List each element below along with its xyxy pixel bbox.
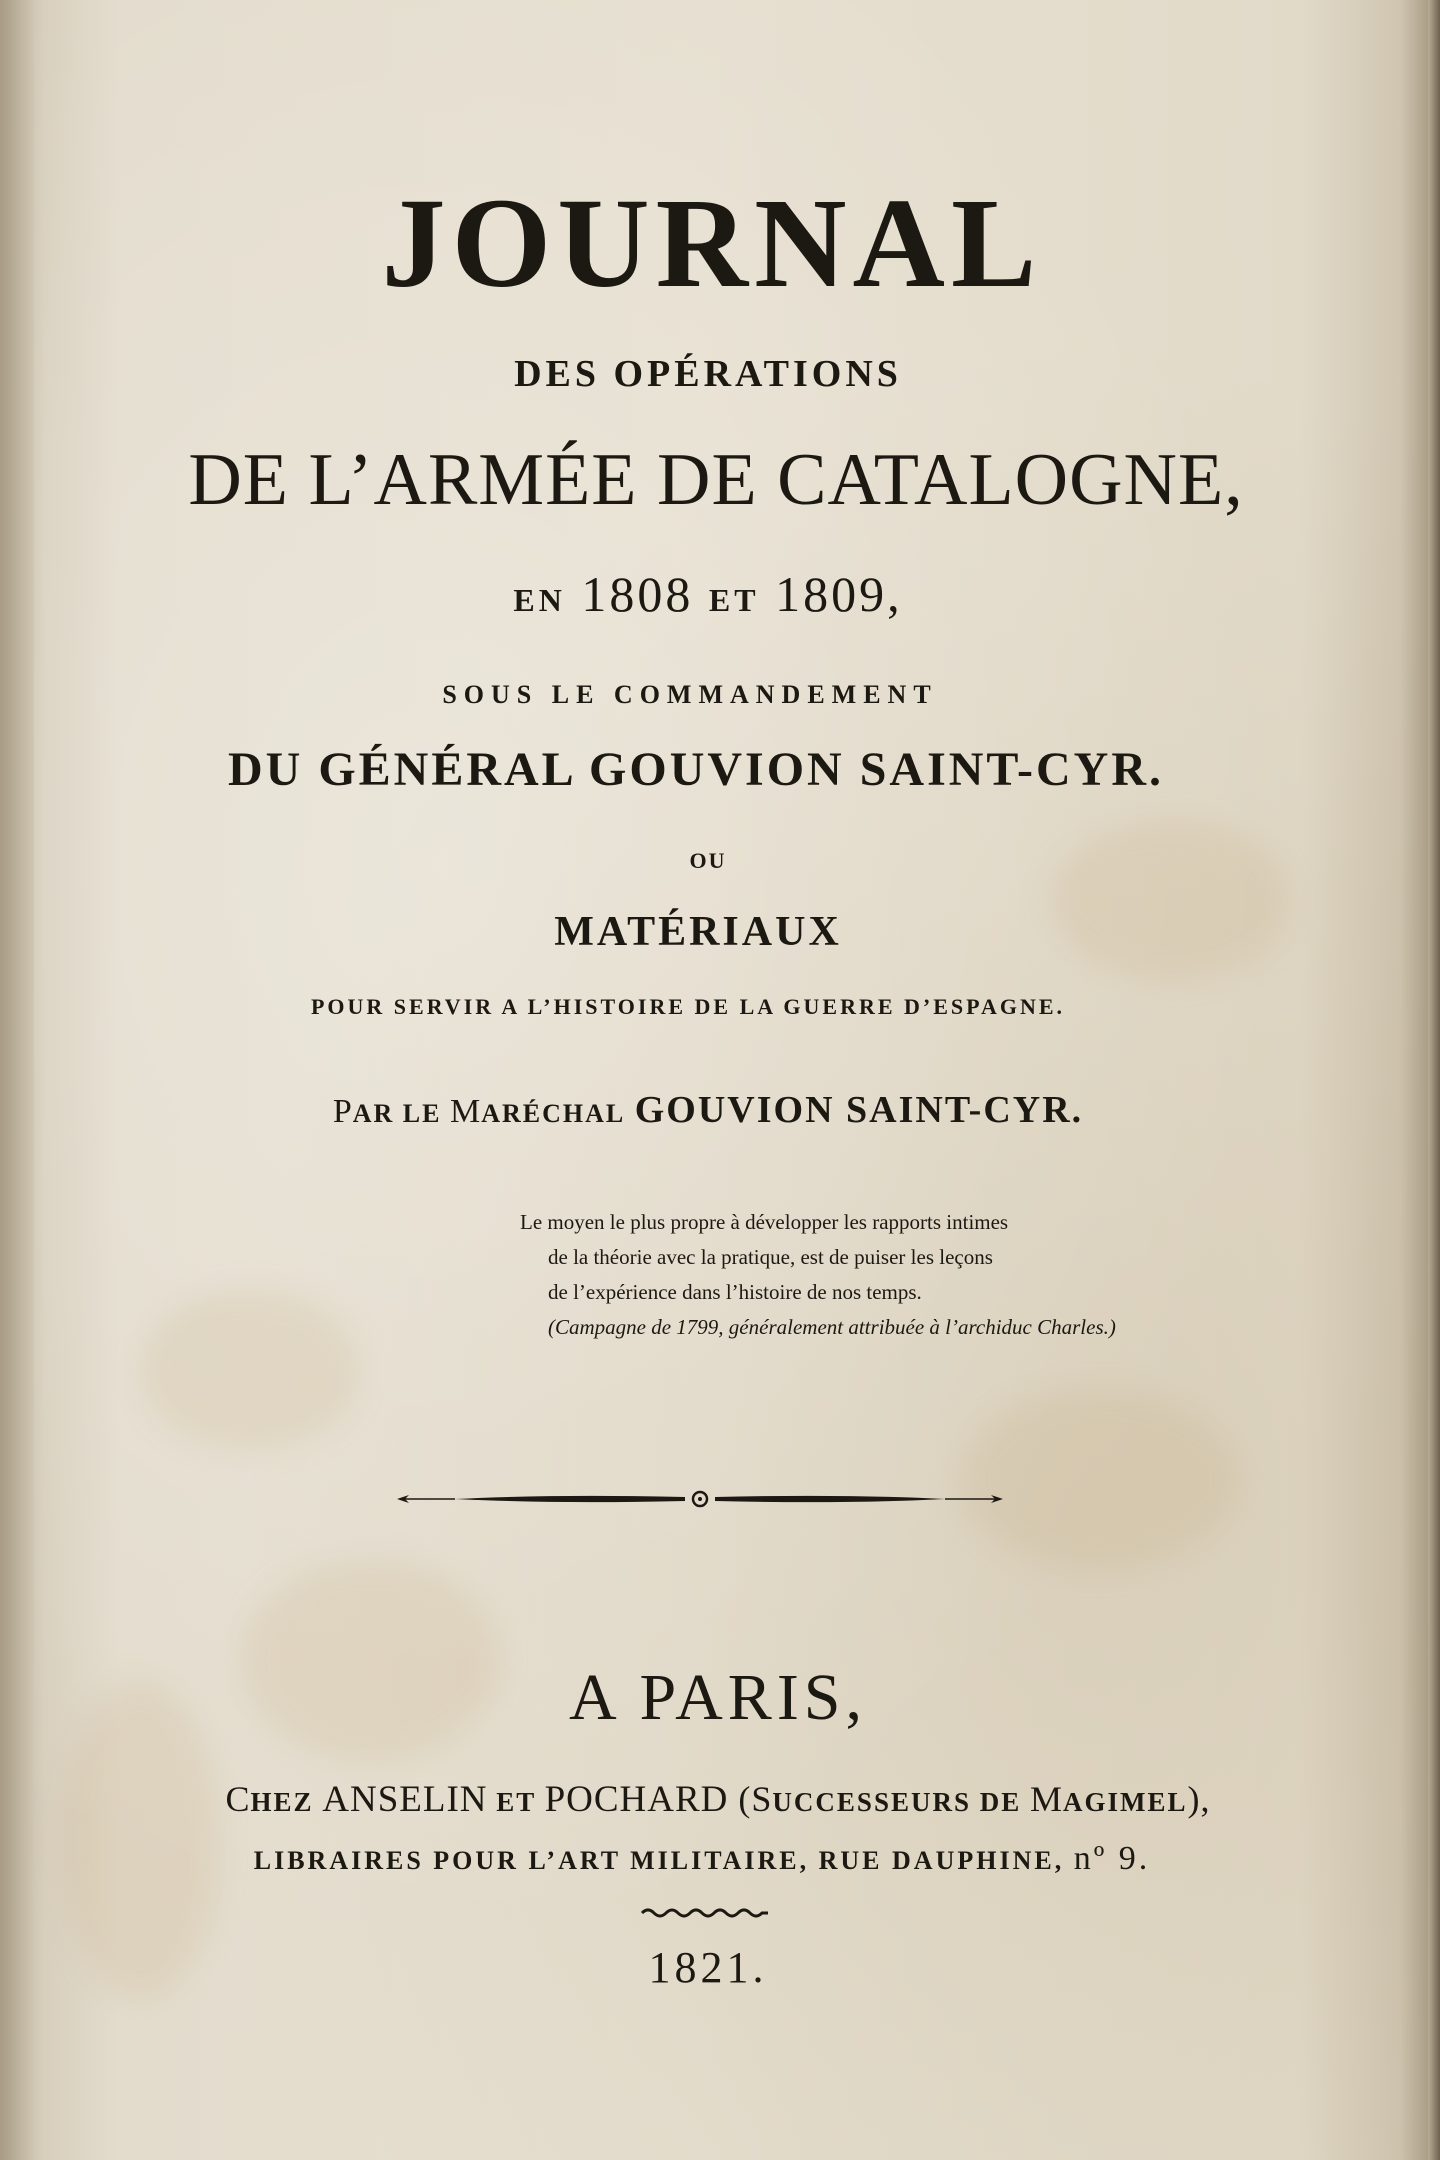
publisher-anselin: ANSELIN [322, 1779, 488, 1820]
magimel-initial: M [1030, 1779, 1064, 1819]
years-conjunction: ET [708, 582, 760, 618]
publisher-pochard: POCHARD [544, 1779, 729, 1820]
year-1809: 1809, [775, 566, 903, 622]
book-title: JOURNAL [381, 172, 1043, 314]
imprint-publishers [0, 1778, 1438, 1821]
imprint-city: A PARIS, [568, 1661, 868, 1734]
imprint-address [0, 1840, 1422, 1878]
page-edge [1428, 0, 1440, 2160]
author-par-initial: P [332, 1093, 353, 1130]
epigraph-line: de la théorie avec la pratique, est de puiser les leçons [548, 1245, 993, 1269]
chez-rest: HEZ [250, 1787, 323, 1817]
years-prefix: EN [513, 582, 566, 618]
epigraph-line: Le moyen le plus propre à développer les rapports intimes [520, 1210, 1009, 1234]
address-text: LIBRAIRES POUR L’ART MILITAIRE, RUE DAUPHINE, [253, 1846, 1074, 1875]
magimel-rest: AGIMEL [1063, 1787, 1188, 1817]
paren-open: ( [728, 1779, 752, 1819]
book-gutter [0, 0, 34, 2160]
publisher-conjunction: ET [487, 1787, 545, 1817]
sous-le-commandement: SOUS LE COMMANDEMENT [442, 680, 938, 709]
general-name: DU GÉNÉRAL GOUVION SAINT-CYR. [227, 743, 1165, 796]
paren-close: ), [1187, 1779, 1211, 1819]
address-number: nº 9. [1073, 1840, 1151, 1877]
successeurs-initial: S [751, 1779, 773, 1819]
epigraph-source: (Campagne de 1799, généralement attribuée à l’archiduc Charles.) [548, 1315, 1116, 1339]
author-line [0, 1088, 1428, 1132]
materiaux-heading: MATÉRIAUX [554, 909, 842, 955]
chez-initial: C [225, 1779, 251, 1819]
subtitle-des-operations: DES OPÉRATIONS [514, 353, 902, 395]
author-marechal-rest: ARÉCHAL [481, 1099, 626, 1128]
subtitle-armee-catalogne: DE L’ARMÉE DE CATALOGNE, [188, 439, 1244, 521]
epigraph-line: de l’expérience dans l’histoire de nos temps. [548, 1280, 922, 1304]
campaign-years [0, 565, 1428, 623]
paper-stain [140, 1290, 360, 1450]
successeurs-rest: UCCESSEURS DE [772, 1787, 1030, 1817]
ornamental-rule [395, 1488, 1005, 1510]
author-name: GOUVION SAINT-CYR. [634, 1089, 1084, 1131]
paper-stain [1050, 820, 1290, 980]
publication-year: 1821. [648, 1943, 768, 1992]
year-1808: 1808 [581, 566, 694, 622]
decorative-squiggle [640, 1906, 770, 1920]
ou-separator: OU [689, 848, 727, 873]
paper-stain [960, 1390, 1240, 1570]
epigraph [520, 1205, 1220, 1345]
pour-servir-line: POUR SERVIR A L’HISTOIRE DE LA GUERRE D’ESPAGNE. [310, 994, 1066, 1019]
author-par-rest: AR LE [352, 1099, 450, 1128]
author-marechal-initial: M [449, 1093, 482, 1130]
